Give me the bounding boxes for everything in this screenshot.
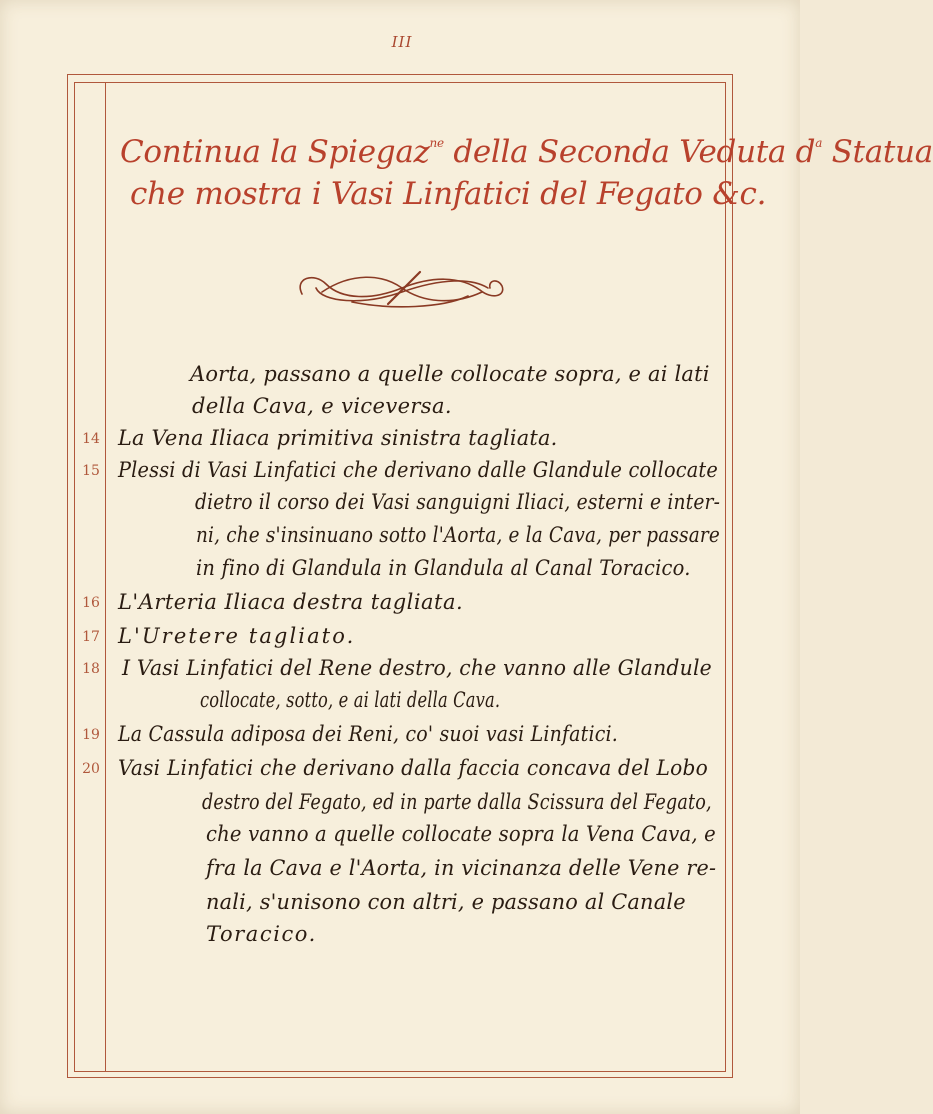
entry-text-line: Aorta, passano a quelle collocate sopra, e ai lati	[190, 362, 710, 386]
entry-number: 19	[82, 727, 100, 743]
title-line-1-middle: della Seconda Veduta d	[443, 134, 816, 170]
entry-text-line: fra la Cava e l'Aorta, in vicinanza delle Vene re-	[206, 856, 717, 880]
entry-text-line: in fino di Glandula in Glandula al Canal Toracico.	[196, 556, 691, 580]
entry-number: 20	[82, 761, 100, 777]
entry-number: 16	[82, 595, 100, 611]
title-line-1-prefix: Continua la Spiegaz	[120, 134, 430, 170]
entry-text-line: dietro il corso dei Vasi sanguigni Iliaci, esterni e inter-	[195, 490, 721, 514]
entry-number: 14	[82, 431, 100, 447]
entry-text-line: L'Arteria Iliaca destra tagliata.	[118, 590, 464, 614]
entry-number: 18	[82, 661, 100, 677]
entry-text-line: nali, s'unisono con altri, e passano al Canale	[206, 890, 686, 914]
entry-text-line: destro del Fegato, ed in parte dalla Scissura del Fegato,	[202, 790, 712, 814]
entry-text-line: Plessi di Vasi Linfatici che derivano dalle Glandule collocate	[118, 458, 718, 482]
entry-number: 15	[82, 463, 100, 479]
entry-text-line: che vanno a quelle collocate sopra la Vena Cava, e	[206, 822, 716, 846]
entry-number: 17	[82, 629, 100, 645]
entry-text-line: La Vena Iliaca primitiva sinistra tagliata.	[118, 426, 558, 450]
entry-text-line: collocate, sotto, e ai lati della Cava.	[200, 688, 501, 712]
entry-text-line: I Vasi Linfatici del Rene destro, che vanno alle Glandule	[122, 656, 712, 680]
entry-text-line: La Cassula adiposa dei Reni, co' suoi vasi Linfatici.	[118, 722, 618, 746]
title-line-1-suffix: Statua	[822, 134, 933, 170]
entry-text-line: ni, che s'insinuano sotto l'Aorta, e la Cava, per passare	[196, 523, 720, 547]
folio-number: III	[391, 33, 413, 51]
entry-text-line: Vasi Linfatici che derivano dalla faccia concava del Lobo	[118, 756, 708, 780]
title-line-2: che mostra i Vasi Linfatici del Fegato &c.	[130, 175, 767, 212]
title-superscript-2: a	[815, 135, 823, 150]
entry-text-line: Toracico.	[206, 922, 317, 946]
entry-text-line: L'Uretere tagliato.	[118, 624, 356, 648]
title-superscript-1: ne	[429, 135, 444, 150]
entry-text-line: della Cava, e viceversa.	[192, 394, 452, 418]
